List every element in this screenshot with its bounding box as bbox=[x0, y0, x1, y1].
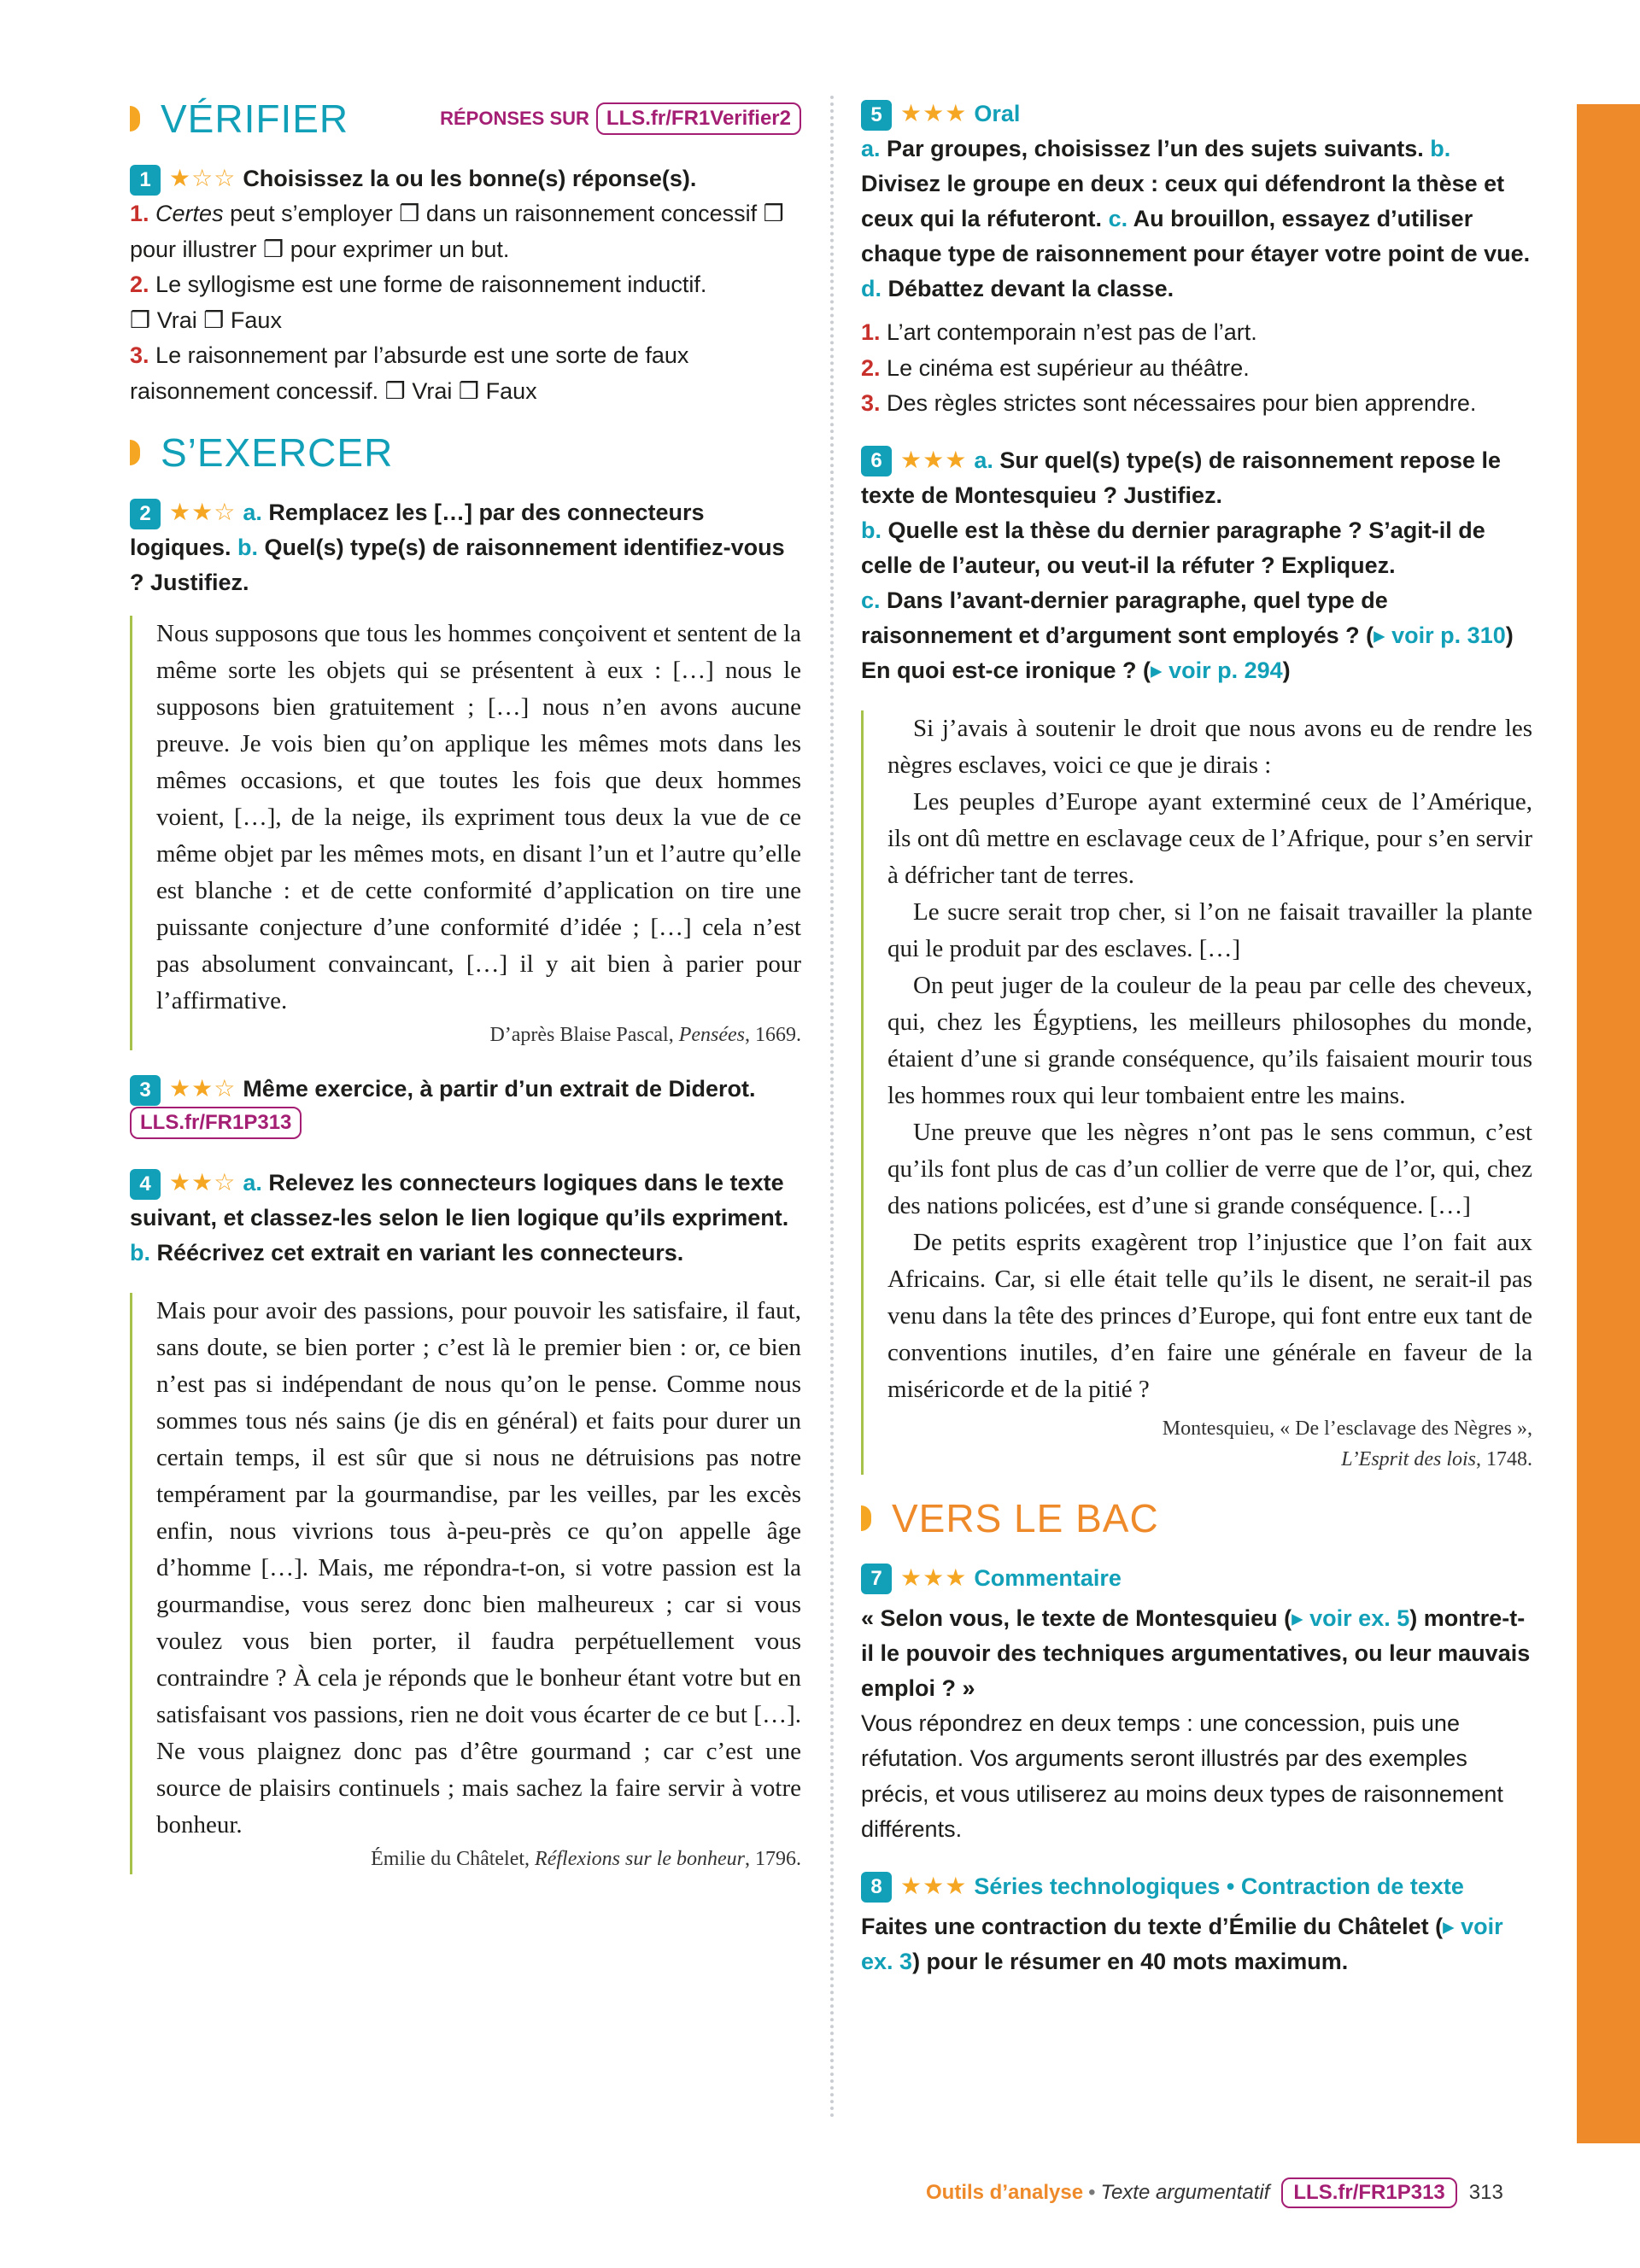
exercise-number: 8 bbox=[861, 1872, 892, 1903]
answers-link[interactable]: LLS.fr/FR1Verifier2 bbox=[596, 102, 801, 135]
part-label: a. bbox=[974, 447, 993, 473]
question-text: ) montre-t-il le pouvoir des techniques argumentatives, ou leur mauvais emploi ? » bbox=[861, 1605, 1531, 1701]
question-text: Faites une contraction du texte d’Émilie du Châtelet ( bbox=[861, 1913, 1444, 1939]
part-label: a. bbox=[243, 1170, 262, 1195]
difficulty-stars-icon: ★★☆ bbox=[169, 1169, 237, 1195]
source-author: Émilie du Châtelet, bbox=[371, 1848, 530, 1870]
quote-pascal bbox=[130, 616, 801, 1050]
quote-paragraph: Le sucre serait trop cher, si l’on ne faisait travailler la plante qui le produit par des esclaves. […] bbox=[887, 897, 1532, 962]
page-reference-link[interactable]: ▸ voir p. 310 bbox=[1374, 622, 1506, 648]
part-text: Au brouillon, essayez d’utiliser chaque type de raisonnement pour étayer votre point de vue. bbox=[861, 206, 1531, 266]
exercise-heading bbox=[130, 161, 801, 196]
section-title: VERS LE BAC bbox=[892, 1495, 1159, 1540]
exercise-heading bbox=[130, 1165, 801, 1271]
difficulty-stars-icon: ★★☆ bbox=[169, 499, 237, 525]
source-work bbox=[887, 1444, 1532, 1475]
quote-montesquieu bbox=[861, 710, 1532, 1475]
item-number: 1. bbox=[861, 319, 881, 345]
question-3 bbox=[130, 338, 801, 409]
question-number: 1. bbox=[130, 201, 149, 226]
part-text: Sur quel(s) type(s) de raisonnement repose le texte de Montesquieu ? Justifiez. bbox=[861, 447, 1502, 508]
right-column bbox=[861, 96, 1532, 2000]
source-date: , 1796. bbox=[745, 1848, 801, 1870]
question-text: ) pour le résumer en 40 mots maximum. bbox=[912, 1948, 1349, 1974]
quote-text: Nous supposons que tous les hommes conçoivent et sentent de la même sorte les objets qui se présentent à eux : […] nous le supposons bien gratuitement ; […] nous n’en avons aucune preuve. Je vois bien qu’on applique les mêmes mots dans les mêmes occasions, et que toutes les fois que deux hommes voient, […], de la neige, ils expriment tous deux la vue de ce même objet par les mêmes mots, en disant l’un et l’autre qu’elle est blanche : et de cette conformité d’application on tire une puissante conjecture d’une conformité d’idée ; […] cela n’est pas absolument convaincant, […] il y ait bien à parier pour l’affirmative. bbox=[156, 620, 801, 1014]
page-number: 313 bbox=[1468, 2181, 1503, 2204]
exercise-1 bbox=[130, 161, 801, 409]
part-label: a. bbox=[243, 500, 262, 525]
exercise-question bbox=[861, 1601, 1532, 1706]
exercise-heading bbox=[130, 494, 801, 600]
quote-source bbox=[156, 1844, 801, 1874]
section-marker-icon bbox=[130, 106, 140, 132]
left-column bbox=[130, 96, 801, 1895]
source-title: L’Esprit des lois bbox=[1341, 1447, 1476, 1470]
list-item bbox=[861, 386, 1532, 422]
column-divider bbox=[830, 96, 834, 2119]
exercise-body: Vous répondrez en deux temps : une concession, puis une réfutation. Vos arguments seront illustrés par des exemples précis, et vous utiliserez au moins deux types de raisonnement différents. bbox=[861, 1710, 1503, 1842]
exercise-number: 4 bbox=[130, 1169, 161, 1200]
section-marker-icon bbox=[130, 440, 140, 465]
part-text: Dans l’avant-dernier paragraphe, quel type de raisonnement et d’argument sont employés ? ( bbox=[861, 587, 1388, 648]
exercise-number: 5 bbox=[861, 100, 892, 131]
difficulty-stars-icon: ★☆☆ bbox=[169, 165, 237, 191]
section-verifier-header bbox=[130, 96, 801, 142]
quote-text: Mais pour avoir des passions, pour pouvoir les satisfaire, il faut, sans doute, se bien porter ; c’est là le premier bien : or, ce bien n’est pas si indépendant de nous qu’on le pense. Comme nous sommes tous nés sains (je dis en général) et faits pour durer un certain temps, il est sûr que si nous ne détruisions pas notre tempérament par la gourmandise, par les veilles, par les excès enfin, nous vivrions tous à-peu-près ce qu’on appelle âge d’homme […]. Mais, me répondra-t-on, si votre passion est la gourmandise, vous serez donc bien malheureux ; car si vous voulez vous bien porter, il faudra perpétuellement vous contraindre ? À cela je réponds que le bonheur étant votre but en satisfaisant vos passions, rien ne doit vous écarter de ce but […]. Ne vous plaignez donc pas d’être gourmand ; car c’est une source de plaisirs continuels ; mais sachez la faire servir à votre bonheur. bbox=[156, 1297, 801, 1838]
question-number: 3. bbox=[130, 342, 149, 368]
part-label: c. bbox=[861, 587, 881, 613]
item-text: Des règles strictes sont nécessaires pour bien apprendre. bbox=[887, 390, 1477, 416]
exercise-question bbox=[861, 1909, 1532, 1979]
part-text: Quelle est la thèse du dernier paragraphe ? S’agit-il de celle de l’auteur, ou veut-il la réfuter ? Expliquez. bbox=[861, 517, 1485, 578]
item-text: L’art contemporain n’est pas de l’art. bbox=[887, 319, 1257, 345]
exercise-link[interactable]: LLS.fr/FR1P313 bbox=[130, 1107, 302, 1139]
part-text: Remplacez les […] par des connecteurs logiques. bbox=[130, 500, 705, 560]
exercise-5 bbox=[861, 96, 1532, 422]
source-date: , 1669. bbox=[745, 1024, 801, 1046]
quote-paragraph: Si j’avais à soutenir le droit que nous avons eu de rendre les nègres esclaves, voici ce que je dirais : bbox=[887, 714, 1532, 779]
exercise-4 bbox=[130, 1165, 801, 1874]
item-text: Le cinéma est supérieur au théâtre. bbox=[887, 354, 1250, 381]
exercise-number: 2 bbox=[130, 499, 161, 529]
source-title: Réflexions sur le bonheur bbox=[535, 1848, 745, 1870]
exercise-reference-link[interactable]: ▸ voir ex. 5 bbox=[1292, 1605, 1410, 1631]
item-number: 3. bbox=[861, 390, 881, 416]
exercise-8 bbox=[861, 1868, 1532, 1979]
exercise-reference-link[interactable]: ▸ voir ex. 3 bbox=[861, 1913, 1503, 1974]
part-label: a. bbox=[861, 136, 881, 161]
source-title: Pensées bbox=[678, 1024, 745, 1046]
exercise-number: 6 bbox=[861, 446, 892, 476]
list-item bbox=[861, 315, 1532, 351]
footer-separator: • bbox=[1088, 2181, 1096, 2204]
question-text: Le raisonnement par l’absurde est une sorte de faux raisonnement concessif. ❒ Vrai ❒ Faux bbox=[130, 342, 689, 404]
part-text: Débattez devant la classe. bbox=[887, 276, 1174, 301]
exercise-type: Oral bbox=[974, 101, 1021, 126]
exercise-3 bbox=[130, 1071, 801, 1139]
exercise-2 bbox=[130, 494, 801, 1050]
part-text: ) En quoi est-ce ironique ? ( bbox=[861, 622, 1514, 683]
exercise-type: Séries technologiques • Contraction de texte bbox=[974, 1873, 1464, 1899]
question-keyword: Certes bbox=[155, 201, 224, 226]
difficulty-stars-icon: ★★★ bbox=[900, 100, 968, 126]
item-number: 2. bbox=[861, 354, 881, 381]
section-title: VÉRIFIER bbox=[161, 96, 349, 141]
part-label: b. bbox=[130, 1240, 150, 1266]
exercise-6 bbox=[861, 442, 1532, 1475]
source-date: , 1748. bbox=[1476, 1447, 1532, 1470]
part-label: b. bbox=[861, 517, 882, 543]
exercise-instruction: Même exercice, à partir d’un extrait de Diderot. bbox=[243, 1076, 756, 1102]
part-text: Relevez les connecteurs logiques dans le texte suivant, et classez-les selon le lien logique qu’ils expriment. bbox=[130, 1170, 789, 1230]
section-marker-icon bbox=[861, 1505, 871, 1531]
exercise-heading bbox=[861, 96, 1532, 132]
section-sexercer-header bbox=[130, 430, 801, 476]
difficulty-stars-icon: ★★★ bbox=[900, 1564, 968, 1591]
source-author: D’après Blaise Pascal, bbox=[489, 1024, 674, 1046]
quote-source bbox=[887, 1413, 1532, 1475]
part-text: Réécrivez cet extrait en variant les connecteurs. bbox=[156, 1240, 684, 1266]
page-footer bbox=[926, 2177, 1503, 2208]
part-label: c. bbox=[1108, 206, 1128, 231]
source-author: Montesquieu, « De l’esclavage des Nègres », bbox=[1162, 1417, 1532, 1440]
question-2 bbox=[130, 267, 801, 303]
chapter-side-tab bbox=[1577, 104, 1640, 2143]
question-2-options[interactable]: ❒ Vrai ❒ Faux bbox=[130, 307, 282, 333]
footer-link[interactable]: LLS.fr/FR1P313 bbox=[1281, 2177, 1456, 2208]
exercise-number: 1 bbox=[130, 165, 161, 196]
part-text: Quel(s) type(s) de raisonnement identifiez-vous ? Justifiez. bbox=[130, 535, 785, 595]
question-1 bbox=[130, 196, 801, 267]
exercise-number: 3 bbox=[130, 1075, 161, 1106]
exercise-heading bbox=[130, 1071, 801, 1107]
question-text: « Selon vous, le texte de Montesquieu ( bbox=[861, 1605, 1292, 1631]
part-text: Par groupes, choisissez l’un des sujets suivants. bbox=[887, 136, 1424, 161]
quote-paragraph: On peut juger de la couleur de la peau par celle des cheveux, qui, chez les Égyptiens, les meilleurs philosophes du monde, étaient d’une si grande conséquence, qu’ils faisaient mourir tous les hommes roux qui leur tombaient entre les mains. bbox=[887, 971, 1532, 1109]
quote-paragraph: De petits esprits exagèrent trop l’injustice que l’on fait aux Africains. Car, si elle était telle qu’ils le disent, ne serait-il pas venu dans la tête des princes d’Europe, qui font entre eux tant de conventions inutiles, d’en faire une générale en faveur de la miséricorde et de la pitié ? bbox=[887, 1228, 1532, 1403]
quote-paragraph: Une preuve que les nègres n’ont pas le sens commun, c’est qu’ils font plus de cas d’un collier de verre que de l’or, qui, chez des nations policées, est d’une si grande conséquence. […] bbox=[887, 1118, 1532, 1219]
difficulty-stars-icon: ★★★ bbox=[900, 1872, 968, 1899]
part-text: ) bbox=[1282, 657, 1291, 683]
exercise-number: 7 bbox=[861, 1564, 892, 1594]
quote-chatelet bbox=[130, 1293, 801, 1874]
answers-label: RÉPONSES SUR bbox=[440, 108, 589, 129]
exercise-body bbox=[130, 196, 801, 409]
exercise-7 bbox=[861, 1560, 1532, 1848]
exercise-heading bbox=[861, 442, 1532, 688]
quote-paragraph: Les peuples d’Europe ayant exterminé ceux de l’Amérique, ils ont dû mettre en esclavage ceux de l’Afrique, pour s’en servir à défricher tant de terres. bbox=[887, 787, 1532, 889]
part-label: b. bbox=[237, 535, 259, 560]
quote-source bbox=[156, 1020, 801, 1050]
subject-list bbox=[861, 315, 1532, 422]
page-reference-link[interactable]: ▸ voir p. 294 bbox=[1151, 657, 1283, 683]
footer-chapter: Outils d’analyse bbox=[926, 2181, 1084, 2204]
exercise-instruction: Choisissez la ou les bonne(s) réponse(s). bbox=[243, 166, 697, 191]
question-text: Le syllogisme est une forme de raisonnement inductif. bbox=[155, 272, 707, 297]
part-label: d. bbox=[861, 276, 882, 301]
difficulty-stars-icon: ★★☆ bbox=[169, 1075, 237, 1102]
part-label: b. bbox=[1430, 136, 1451, 161]
question-text: peut s’employer ❒ dans un raisonnement concessif ❒ pour illustrer ❒ pour exprimer un but. bbox=[130, 201, 784, 262]
footer-section: Texte argumentatif bbox=[1100, 2181, 1270, 2204]
section-title: S’EXERCER bbox=[161, 430, 394, 475]
answers-note bbox=[440, 102, 801, 135]
exercise-heading bbox=[861, 1868, 1532, 1904]
exercise-heading bbox=[861, 1560, 1532, 1596]
exercise-type: Commentaire bbox=[974, 1564, 1122, 1591]
list-item bbox=[861, 351, 1532, 387]
exercise-instructions bbox=[861, 132, 1532, 307]
difficulty-stars-icon: ★★★ bbox=[900, 446, 968, 473]
question-number: 2. bbox=[130, 272, 149, 297]
section-bac-header bbox=[861, 1495, 1532, 1541]
part-text: Divisez le groupe en deux : ceux qui défendront la thèse et ceux qui la réfuteront. bbox=[861, 171, 1505, 231]
